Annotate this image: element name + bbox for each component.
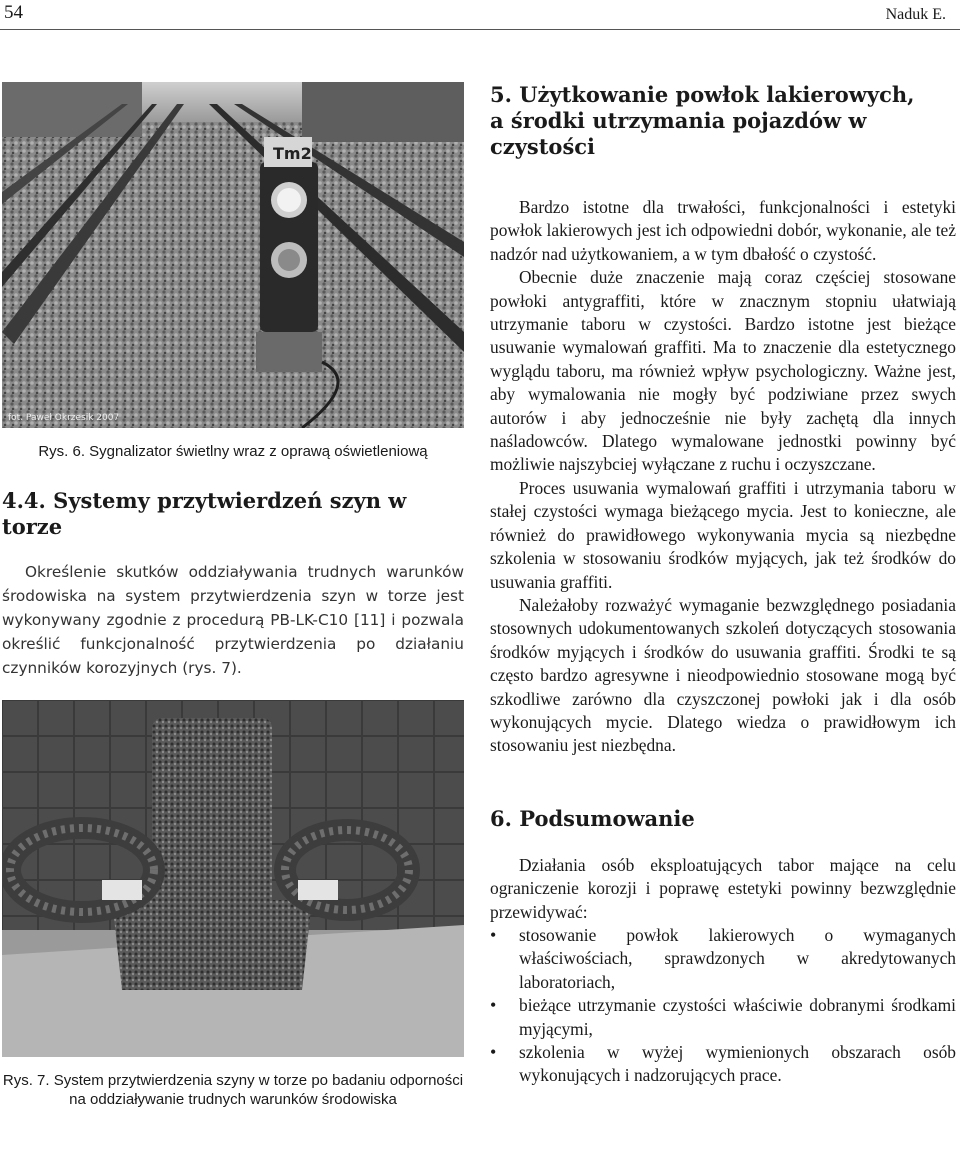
section-4-4-heading: 4.4. Systemy przytwierdzeń szyn w torze [2, 488, 407, 539]
figure-7-photo [2, 700, 464, 1057]
figure-6-photo [2, 82, 464, 428]
figure-7-caption: Rys. 7. System przytwierdzenia szyny w torze po badaniu odporności na oddziaływanie trudnych warunków środowiska [2, 1072, 464, 1108]
section-5-paragraph: Proces usuwania wymalowań graffiti i utrzymania taboru w stałej czystości wymaga bieżącego mycia. Jest to konieczne, ale również do prawidłowego wykonywania mycia są niezbędne szkolenia w stosowaniu środków myjących, jak też środków do usuwania graffiti. [490, 477, 956, 592]
signal-sign-label: Tm2 [273, 144, 312, 163]
section-5-heading: 5. Użytkowanie powłok lakierowych, a środki utrzymania pojazdów w czystości [490, 82, 915, 159]
left-column [2, 82, 464, 1109]
section-6-intro: Działania osób eksploatujących tabor mające na celu ograniczenie korozji i poprawę estetyki powinny bezwzględnie przewidywać: [490, 854, 956, 922]
page-header [0, 0, 960, 30]
summary-list [490, 924, 956, 1088]
section-5-paragraph: Bardzo istotne dla trwałości, funkcjonalności i estetyki powłok lakierowych jest ich odpowiedni dobór, wykonanie, ale też nadzór nad użytkowaniem, a w tym dbałość o czystość. [490, 197, 956, 264]
section-6-heading: 6. Podsumowanie [490, 805, 695, 831]
section-5-body [490, 196, 956, 758]
section-5-paragraph: Należałoby rozważyć wymaganie bezwzględnego posiadania stosownych udokumentowanych szkoleń dotyczących stosowania środków myjących i środków do usuwania graffiti. Środki te są często bardzo agresywne i nieodpowiednio stosowane mogą być szkodliwe zarówno dla czyszczonej powłoki jak i dla osób wykonujących mycie. Dlatego wiedza o prawidłowym ich stosowaniu jest niezbędna. [490, 594, 956, 756]
page-number: 54 [4, 2, 23, 23]
right-column [490, 82, 956, 1088]
photo-credit: fot. Paweł Okrzesik 2007 [8, 413, 120, 423]
list-item: • bieżące utrzymanie czystości właściwie dobranymi środkami myjącymi, [490, 994, 956, 1041]
list-item: • szkolenia w wyżej wymienionych obszarach osób wykonujących i nadzorujących prace. [490, 1041, 956, 1088]
header-rule [0, 29, 960, 30]
section-4-4-paragraph: Określenie skutków oddziaływania trudnych warunków środowiska na system przytwierdzenia szyn w torze jest wykonywany zgodnie z procedurą PB-LK-C10 [11] i pozwala określić funkcjonalność przytwierdzenia po działaniu czynników korozyjnych (rys. 7). [2, 563, 464, 677]
section-6-body [490, 854, 956, 1088]
list-item: • stosowanie powłok lakierowych o wymaganych właściwościach, sprawdzonych w akredytowanych laboratoriach, [490, 924, 956, 994]
figure-6-caption: Rys. 6. Sygnalizator świetlny wraz z oprawą oświetleniową [38, 443, 428, 460]
rail-fastening-image [2, 700, 464, 1057]
railway-signal-image [2, 82, 464, 428]
running-head-author: Naduk E. [885, 6, 946, 23]
section-5-paragraph: Obecnie duże znaczenie mają coraz częściej stosowane powłoki antygraffiti, które w znacznym stopniu ułatwiają utrzymanie taboru w czystości. Bardzo istotne jest bieżące usuwanie wymalowań graffiti. Ma to znaczenie dla estetycznego wyglądu taboru, ma również wpływ psychologiczny. Ważne jest, aby wymalowania nie mogły być podziwiane przez swych autorów i aby jednocześnie nie były zachętą dla innych naśladowców. Dlatego wymalowane jednostki powinny być możliwie najszybciej wyłączane z ruchu i oczyszczane. [490, 267, 956, 475]
